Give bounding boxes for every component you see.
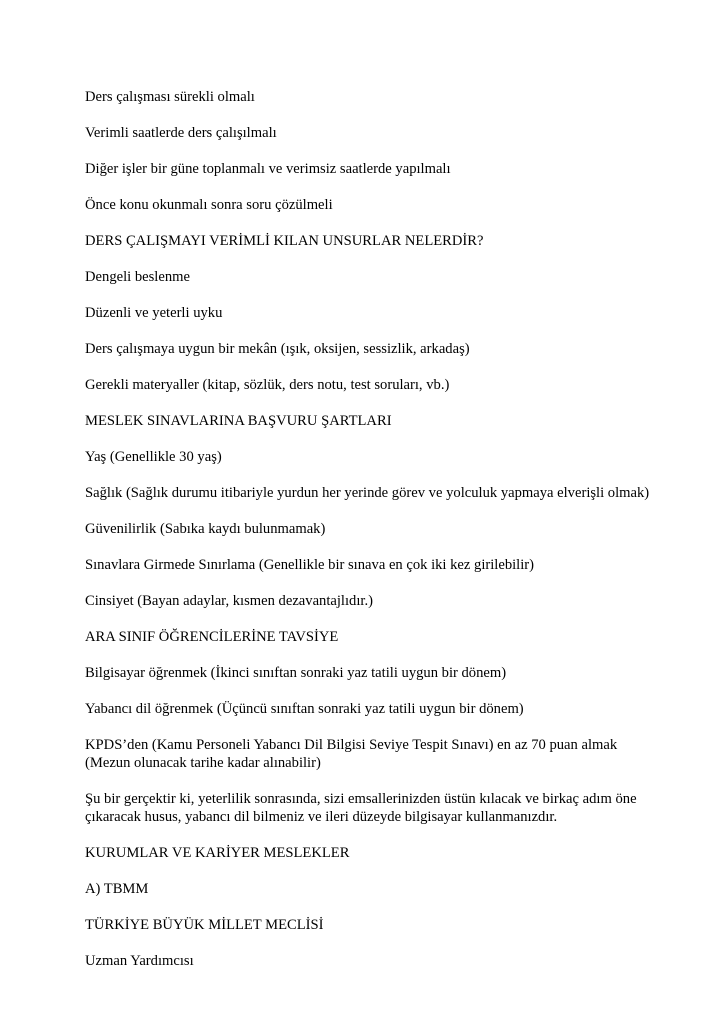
document-body	[85, 88, 665, 988]
paragraph: KPDS’den (Kamu Personeli Yabancı Dil Bilgisi Seviye Tespit Sınavı) en az 70 puan almak (Mezun olunacak tarihe kadar alınabilir)	[85, 737, 618, 771]
section-heading: ARA SINIF ÖĞRENCİLERİNE TAVSİYE	[85, 629, 339, 645]
subsection-heading: A) TBMM	[85, 881, 149, 897]
section-heading: MESLEK SINAVLARINA BAŞVURU ŞARTLARI	[85, 413, 392, 429]
paragraph: Uzman Yardımcısı	[85, 953, 194, 969]
paragraph: Diğer işler bir güne toplanmalı ve verimsiz saatlerde yapılmalı	[85, 161, 451, 177]
institution-heading: TÜRKİYE BÜYÜK MİLLET MECLİSİ	[85, 917, 324, 933]
section-heading: KURUMLAR VE KARİYER MESLEKLER	[85, 845, 350, 861]
paragraph: Yabancı dil öğrenmek (Üçüncü sınıftan sonraki yaz tatili uygun bir dönem)	[85, 701, 524, 717]
paragraph: Düzenli ve yeterli uyku	[85, 305, 223, 321]
paragraph: Bilgisayar öğrenmek (İkinci sınıftan sonraki yaz tatili uygun bir dönem)	[85, 665, 507, 681]
paragraph: Güvenilirlik (Sabıka kaydı bulunmamak)	[85, 521, 326, 537]
paragraph: Verimli saatlerde ders çalışılmalı	[85, 125, 277, 141]
section-heading: DERS ÇALIŞMAYI VERİMLİ KILAN UNSURLAR NELERDİR?	[85, 233, 484, 249]
paragraph: Ders çalışmaya uygun bir mekân (ışık, oksijen, sessizlik, arkadaş)	[85, 341, 470, 357]
paragraph: Sınavlara Girmede Sınırlama (Genellikle bir sınava en çok iki kez girilebilir)	[85, 557, 535, 573]
paragraph: Ders çalışması sürekli olmalı	[85, 89, 255, 105]
paragraph: Şu bir gerçektir ki, yeterlilik sonrasında, sizi emsallerinizden üstün kılacak ve birkaç adım öne çıkaracak husus, yabancı dil bilmeniz ve ileri düzeyde bilgisayar kullanmanızdır.	[85, 791, 637, 825]
paragraph: Cinsiyet (Bayan adaylar, kısmen dezavantajlıdır.)	[85, 593, 373, 609]
paragraph: Gerekli materyaller (kitap, sözlük, ders notu, test soruları, vb.)	[85, 377, 450, 393]
paragraph: Sağlık (Sağlık durumu itibariyle yurdun her yerinde görev ve yolculuk yapmaya elverişli olmak)	[85, 485, 650, 501]
paragraph: Önce konu okunmalı sonra soru çözülmeli	[85, 197, 333, 213]
paragraph: Dengeli beslenme	[85, 269, 190, 285]
paragraph: Yaş (Genellikle 30 yaş)	[85, 449, 222, 465]
